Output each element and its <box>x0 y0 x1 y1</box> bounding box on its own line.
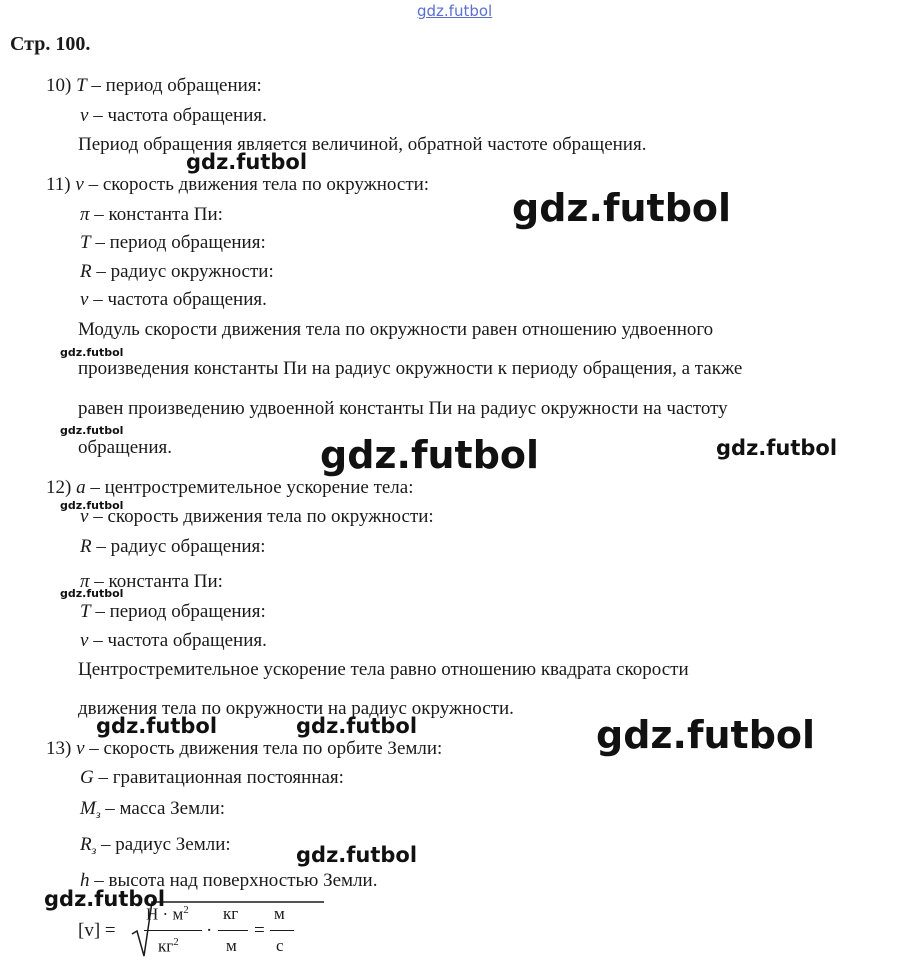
formula-num3: м <box>274 904 285 923</box>
item-number: 10) <box>46 75 72 96</box>
definition: – скорость движения тела по орбите Земли: <box>89 738 443 759</box>
symbol: v <box>80 506 89 527</box>
definition: – период обращения: <box>95 601 266 622</box>
symbol: M <box>80 798 96 819</box>
symbol: T <box>76 75 87 96</box>
fraction-bar <box>270 930 294 931</box>
symbol: R <box>80 834 92 855</box>
definition: – радиус окружности: <box>96 261 274 282</box>
symbol: R <box>80 536 92 557</box>
definition: – высота над поверхностью Земли. <box>94 870 378 891</box>
formula-eq: = <box>254 920 265 941</box>
item-number: 13) <box>46 738 72 759</box>
item-12-line-3 <box>80 535 266 559</box>
item-12-line-6 <box>80 629 267 653</box>
symbol: T <box>80 232 91 253</box>
page-heading: Стр. 100. <box>10 33 91 55</box>
symbol: ν <box>80 105 89 126</box>
item-13-line-1 <box>46 737 442 761</box>
watermark: gdz.futbol <box>320 433 540 477</box>
watermark: gdz.futbol <box>716 436 838 460</box>
symbol: ν <box>80 630 89 651</box>
fraction-bar <box>144 930 202 931</box>
definition: – масса Земли: <box>105 798 226 819</box>
formula-den3: с <box>276 936 284 955</box>
item-12-line-5 <box>80 600 266 624</box>
subscript: з <box>95 807 101 821</box>
formula-num1: $Н \cdot м^2$ <box>146 904 189 924</box>
watermark: gdz.futbol <box>60 587 124 600</box>
symbol: π <box>80 204 90 225</box>
definition: – гравитационная постоянная: <box>98 767 344 788</box>
item-number: 11) <box>46 174 71 195</box>
item-11-conclusion-3: равен произведению удвоенной константы Пи на радиус окружности на частоту <box>78 398 728 419</box>
watermark-top[interactable]: gdz.futbol <box>417 2 493 20</box>
watermark: gdz.futbol <box>596 713 816 757</box>
item-11-conclusion-4: обращения. <box>78 437 172 458</box>
symbol: a <box>76 477 86 498</box>
watermark: gdz.futbol <box>60 499 124 512</box>
item-10-line-1 <box>46 74 262 98</box>
definition: – радиус Земли: <box>101 834 231 855</box>
watermark: gdz.futbol <box>296 843 418 867</box>
definition: – частота обращения. <box>93 105 267 126</box>
item-13-line-3 <box>80 797 225 826</box>
definition: – центростремительное ускорение тела: <box>90 477 414 498</box>
symbol: π <box>80 571 90 592</box>
paragraph-line: Модуль скорости движения тела по окружности равен отношению удвоенного <box>78 319 714 340</box>
symbol: R <box>80 261 92 282</box>
watermark: gdz.futbol <box>60 424 124 437</box>
symbol: h <box>80 870 90 891</box>
item-13-line-4 <box>80 833 231 862</box>
formula-den2: м <box>226 936 237 955</box>
definition: – частота обращения. <box>93 630 267 651</box>
item-12-conclusion-2: движения тела по окружности на радиус окружности. <box>78 698 514 719</box>
symbol: G <box>80 767 94 788</box>
definition: – период обращения: <box>91 75 262 96</box>
watermark: gdz.futbol <box>60 346 124 359</box>
definition: – константа Пи: <box>94 571 223 592</box>
definition: – скорость движения тела по окружности: <box>93 506 434 527</box>
item-11-line-5 <box>80 288 267 312</box>
item-11-conclusion-2: произведения константы Пи на радиус окружности к периоду обращения, а также <box>78 358 743 379</box>
definition: – частота обращения. <box>93 289 267 310</box>
definition: – радиус обращения: <box>96 536 266 557</box>
formula-den1: $кг^2$ <box>158 936 179 956</box>
definition: – константа Пи: <box>94 204 223 225</box>
item-number: 12) <box>46 477 72 498</box>
symbol: ν <box>80 289 89 310</box>
item-10-line-2 <box>80 104 267 128</box>
symbol: v <box>75 174 84 195</box>
item-11-line-4 <box>80 260 274 284</box>
watermark: gdz.futbol <box>96 714 218 738</box>
formula-lhs: [v] = <box>78 920 116 941</box>
paragraph-line: Центростремительное ускорение тела равно отношению квадрата скорости <box>78 659 689 680</box>
item-12-conclusion-1 <box>78 658 902 682</box>
watermark: gdz.futbol <box>296 714 418 738</box>
item-11-line-2 <box>80 203 223 227</box>
watermark: gdz.futbol <box>186 150 308 174</box>
item-11-line-1 <box>46 173 429 197</box>
fraction-bar <box>218 930 248 931</box>
watermark: gdz.futbol <box>44 887 166 911</box>
item-12-line-2 <box>80 505 434 529</box>
item-11-conclusion-1 <box>78 318 902 342</box>
item-10-conclusion: Период обращения является величиной, обратной частоте обращения. <box>78 134 647 155</box>
item-13-line-2 <box>80 766 344 790</box>
definition: – период обращения: <box>95 232 266 253</box>
definition: – скорость движения тела по окружности: <box>88 174 430 195</box>
formula-dot: · <box>206 920 213 941</box>
formula-num2: кг <box>223 904 239 923</box>
item-11-line-3 <box>80 231 266 255</box>
item-12-line-1 <box>46 476 414 500</box>
watermark: gdz.futbol <box>512 186 732 230</box>
subscript: з <box>91 843 97 857</box>
symbol: T <box>80 601 91 622</box>
symbol: v <box>76 738 85 759</box>
